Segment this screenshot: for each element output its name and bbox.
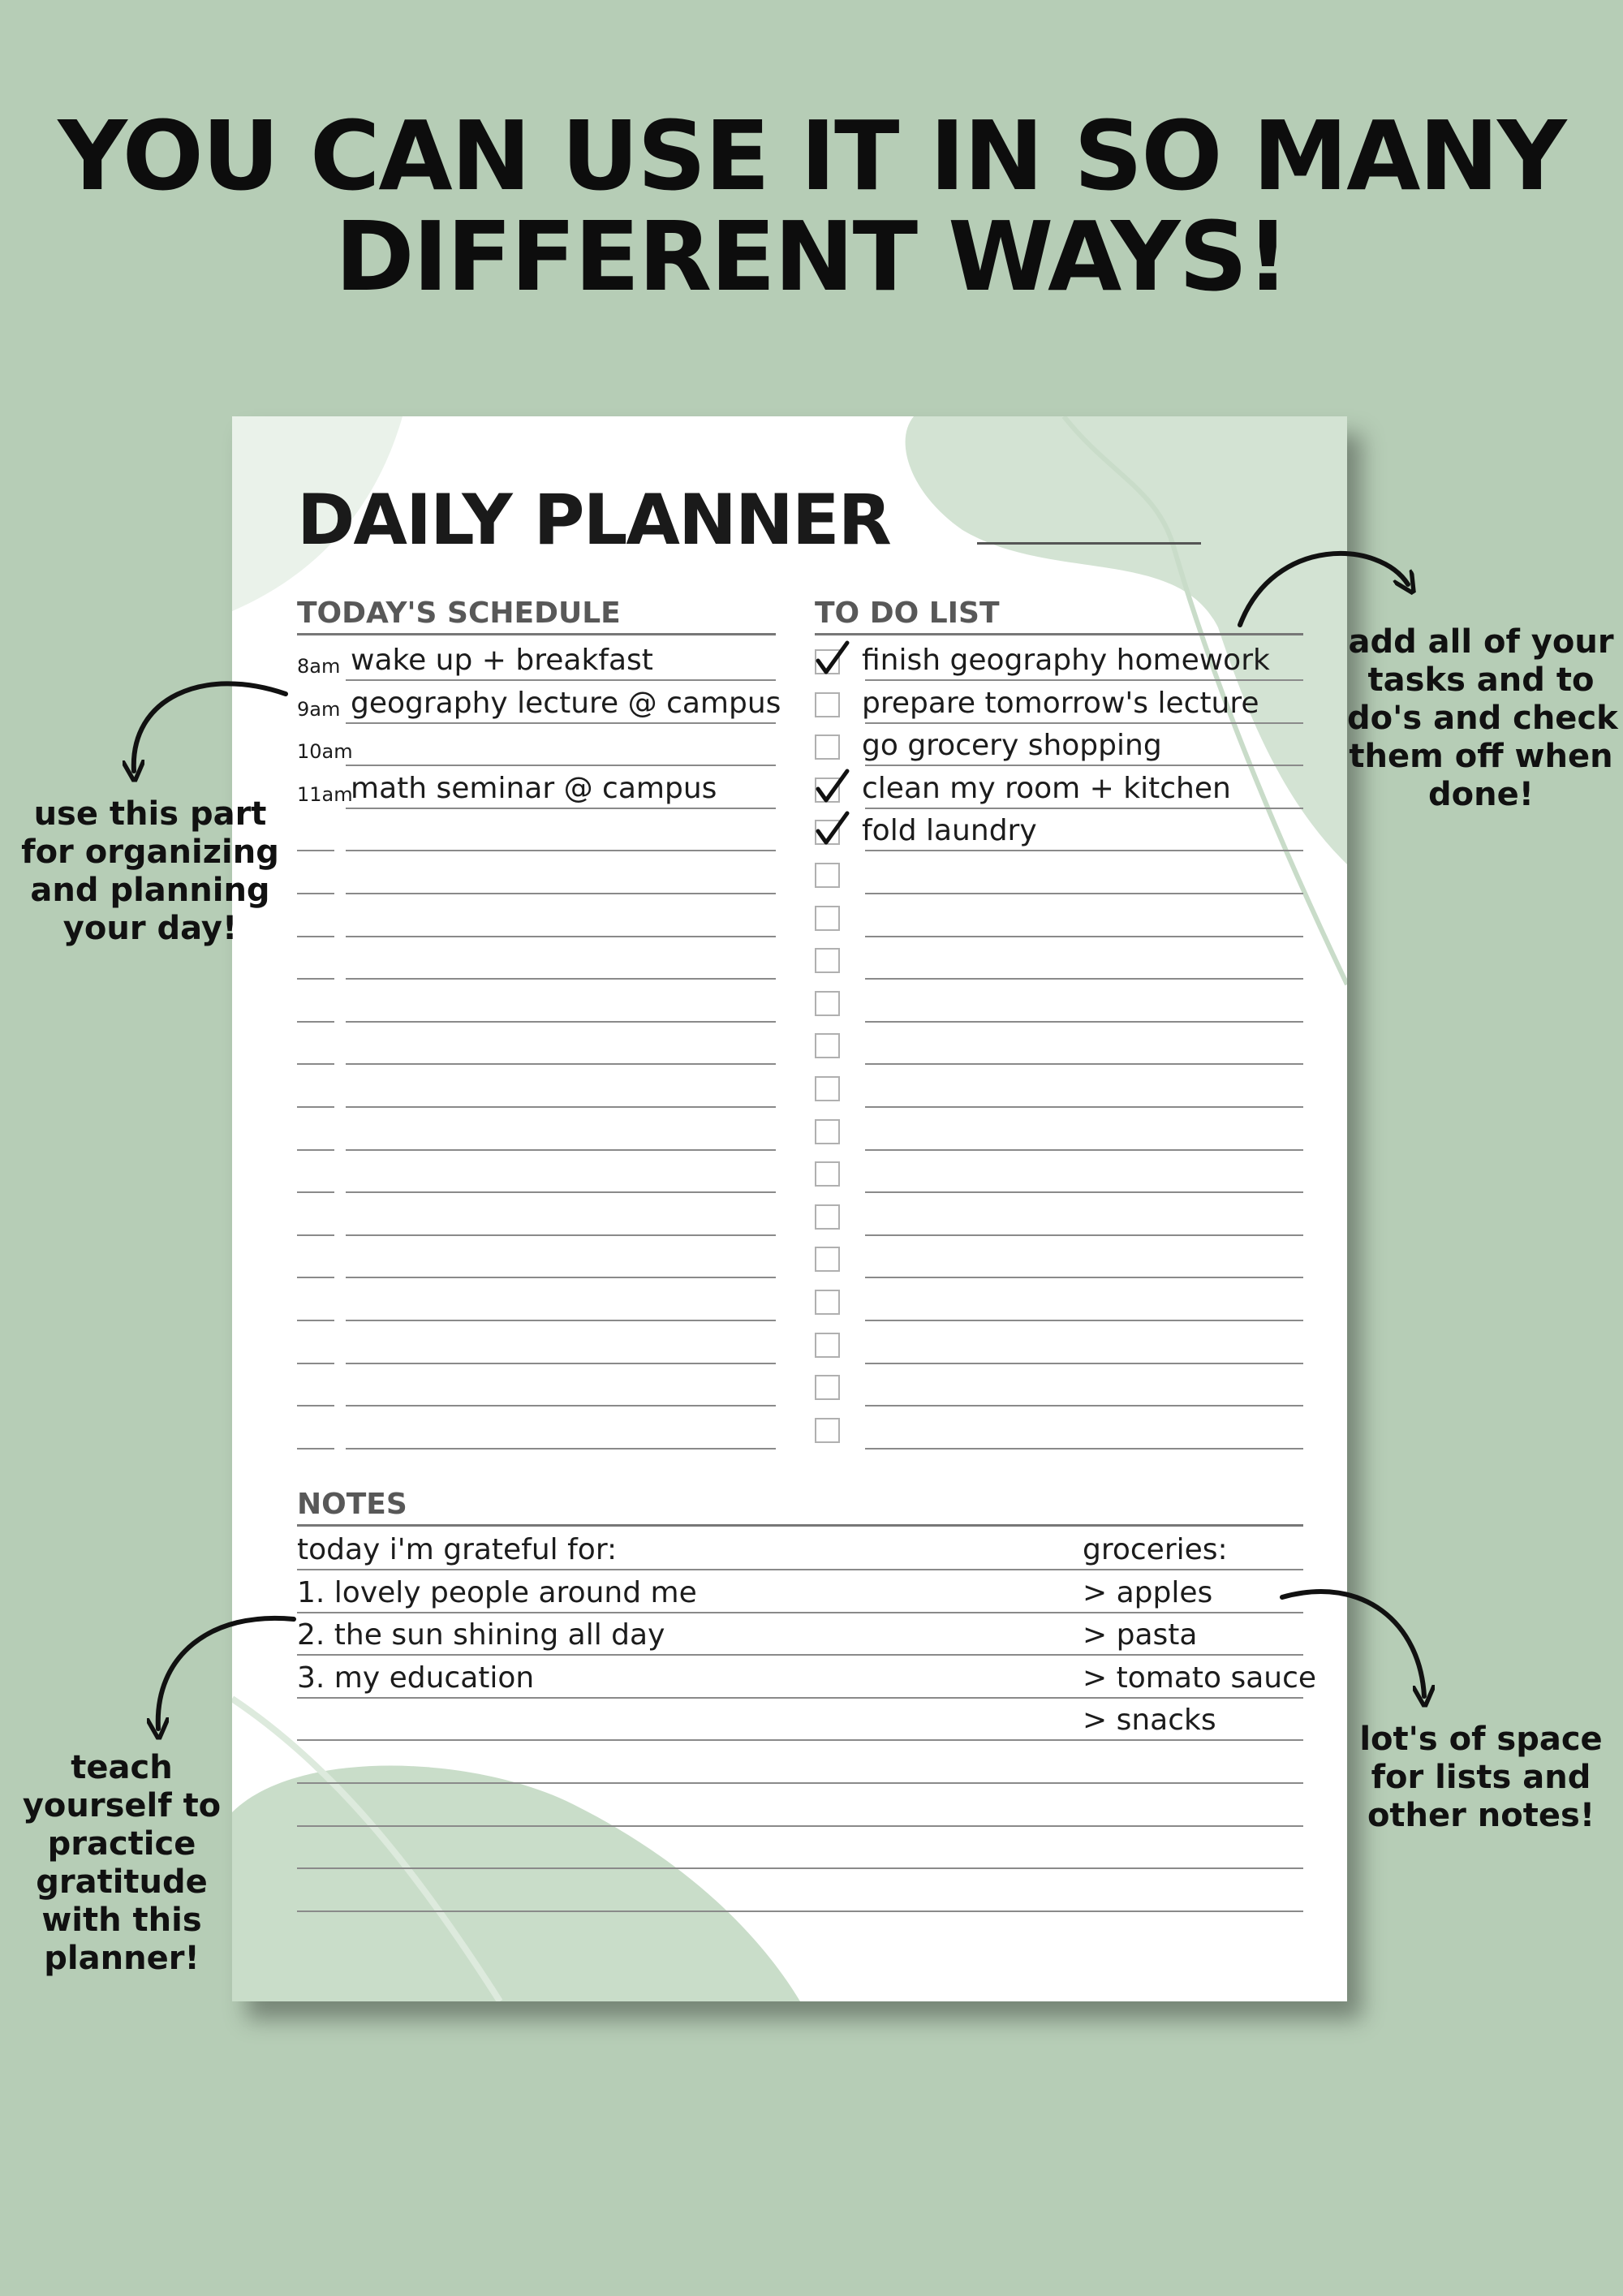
headline-line-1: YOU CAN USE IT IN SO MANY bbox=[58, 100, 1565, 212]
todo-line[interactable] bbox=[865, 1063, 1303, 1065]
headline bbox=[0, 100, 1623, 312]
todo-checkbox[interactable] bbox=[815, 1033, 840, 1058]
todo-checkbox[interactable] bbox=[815, 820, 840, 845]
todo-heading: TO DO LIST bbox=[815, 597, 1000, 630]
todo-line[interactable] bbox=[865, 893, 1303, 894]
todo-item-text: fold laundry bbox=[862, 814, 1037, 848]
schedule-time-dash bbox=[297, 1149, 334, 1151]
todo-checkbox[interactable] bbox=[815, 692, 840, 717]
annotation-line: tasks and to bbox=[1367, 661, 1595, 699]
todo-checkbox[interactable] bbox=[815, 1375, 840, 1400]
notes-groceries-text: > pasta bbox=[1083, 1618, 1198, 1652]
annotation-line: for lists and bbox=[1371, 1759, 1591, 1796]
notes-gratitude-text: 1. lovely people around me bbox=[297, 1575, 697, 1609]
schedule-time-dash bbox=[297, 1106, 334, 1108]
annotation-line: other notes! bbox=[1367, 1797, 1595, 1834]
todo-checkbox[interactable] bbox=[815, 649, 840, 674]
annotation-todo bbox=[1347, 623, 1618, 814]
todo-checkbox[interactable] bbox=[815, 1119, 840, 1144]
schedule-entry: wake up + breakfast bbox=[351, 644, 653, 677]
schedule-line[interactable] bbox=[346, 1363, 776, 1364]
annotation-line: your day! bbox=[62, 910, 238, 947]
schedule-time-dash bbox=[297, 1320, 334, 1321]
notes-line[interactable] bbox=[297, 1697, 1303, 1699]
schedule-time: 9am bbox=[297, 697, 341, 721]
annotation-line: and planning bbox=[30, 872, 270, 909]
todo-item-text: clean my room + kitchen bbox=[862, 771, 1231, 805]
todo-line[interactable] bbox=[865, 1277, 1303, 1278]
notes-gratitude-text: today i'm grateful for: bbox=[297, 1533, 618, 1566]
checkmark-icon bbox=[813, 768, 850, 805]
checkmark-icon bbox=[813, 810, 850, 847]
schedule-time-dash bbox=[297, 1405, 334, 1406]
schedule-line[interactable] bbox=[346, 1106, 776, 1108]
todo-checkbox[interactable] bbox=[815, 863, 840, 888]
notes-line[interactable] bbox=[297, 1910, 1303, 1912]
todo-checkbox[interactable] bbox=[815, 1161, 840, 1187]
schedule-heading-rule bbox=[297, 633, 776, 635]
todo-item-text: prepare tomorrow's lecture bbox=[862, 686, 1259, 720]
notes-groceries-text: groceries: bbox=[1083, 1533, 1228, 1566]
todo-line[interactable] bbox=[865, 679, 1303, 681]
annotation-line: for organizing bbox=[21, 834, 279, 871]
todo-line[interactable] bbox=[865, 1149, 1303, 1151]
todo-line[interactable] bbox=[865, 1320, 1303, 1321]
notes-groceries-text: > apples bbox=[1083, 1575, 1213, 1609]
annotation-schedule bbox=[8, 795, 292, 948]
todo-checkbox[interactable] bbox=[815, 1290, 840, 1315]
todo-checkbox[interactable] bbox=[815, 1333, 840, 1358]
schedule-line[interactable] bbox=[346, 1149, 776, 1151]
todo-item-text: go grocery shopping bbox=[862, 729, 1162, 763]
notes-line[interactable] bbox=[297, 1867, 1303, 1869]
schedule-time-dash bbox=[297, 1448, 334, 1450]
schedule-line[interactable] bbox=[346, 1063, 776, 1065]
schedule-line[interactable] bbox=[346, 1448, 776, 1450]
todo-line[interactable] bbox=[865, 722, 1303, 724]
schedule-entry: geography lecture @ campus bbox=[351, 686, 781, 720]
todo-line[interactable] bbox=[865, 936, 1303, 937]
schedule-time-dash bbox=[297, 1277, 334, 1278]
schedule-time: 8am bbox=[297, 655, 341, 678]
schedule-line[interactable] bbox=[346, 1234, 776, 1236]
schedule-time-dash bbox=[297, 893, 334, 894]
todo-checkbox[interactable] bbox=[815, 734, 840, 760]
notes-line[interactable] bbox=[297, 1654, 1303, 1656]
schedule-time: 10am bbox=[297, 740, 353, 764]
annotation-line: yourself to bbox=[22, 1787, 222, 1824]
annotation-line: teach bbox=[71, 1749, 173, 1786]
schedule-time-dash bbox=[297, 1363, 334, 1364]
annotation-line: add all of your bbox=[1348, 623, 1614, 661]
todo-checkbox[interactable] bbox=[815, 948, 840, 973]
todo-checkbox[interactable] bbox=[815, 1247, 840, 1272]
annotation-line: done! bbox=[1428, 776, 1534, 813]
schedule-time-dash bbox=[297, 1063, 334, 1065]
schedule-line[interactable] bbox=[346, 765, 776, 766]
todo-line[interactable] bbox=[865, 850, 1303, 851]
todo-heading-rule bbox=[815, 633, 1303, 635]
schedule-line[interactable] bbox=[346, 1405, 776, 1406]
schedule-line[interactable] bbox=[346, 808, 776, 809]
todo-line[interactable] bbox=[865, 1106, 1303, 1108]
annotation-line: gratitude bbox=[36, 1863, 208, 1901]
todo-line[interactable] bbox=[865, 1448, 1303, 1450]
todo-checkbox[interactable] bbox=[815, 778, 840, 803]
notes-line[interactable] bbox=[297, 1612, 1303, 1613]
schedule-line[interactable] bbox=[346, 936, 776, 937]
annotation-line: with this bbox=[41, 1902, 202, 1939]
annotation-line: planner! bbox=[44, 1940, 200, 1977]
notes-gratitude-text: 2. the sun shining all day bbox=[297, 1618, 665, 1652]
date-field[interactable] bbox=[977, 542, 1201, 545]
schedule-time-dash bbox=[297, 1234, 334, 1236]
annotation-line: them off when bbox=[1349, 738, 1613, 775]
annotation-gratitude bbox=[16, 1749, 227, 1978]
schedule-line[interactable] bbox=[346, 850, 776, 851]
schedule-time-dash bbox=[297, 850, 334, 851]
todo-item-text: finish geography homework bbox=[862, 644, 1270, 677]
todo-line[interactable] bbox=[865, 1234, 1303, 1236]
notes-line[interactable] bbox=[297, 1569, 1303, 1570]
schedule-heading: TODAY'S SCHEDULE bbox=[297, 597, 621, 630]
schedule-line[interactable] bbox=[346, 1021, 776, 1023]
todo-checkbox[interactable] bbox=[815, 906, 840, 931]
todo-checkbox[interactable] bbox=[815, 991, 840, 1016]
schedule-line[interactable] bbox=[346, 978, 776, 980]
planner-sheet bbox=[232, 416, 1347, 2001]
annotation-line: do's and check bbox=[1347, 700, 1618, 737]
todo-checkbox[interactable] bbox=[815, 1204, 840, 1230]
schedule-line[interactable] bbox=[346, 1191, 776, 1193]
schedule-time: 11am bbox=[297, 782, 353, 806]
notes-groceries-text: > snacks bbox=[1083, 1704, 1216, 1738]
schedule-time-dash bbox=[297, 1021, 334, 1023]
todo-line[interactable] bbox=[865, 1405, 1303, 1406]
todo-line[interactable] bbox=[865, 1363, 1303, 1364]
planner-title: DAILY PLANNER bbox=[297, 480, 890, 561]
headline-line-2: DIFFERENT WAYS! bbox=[334, 200, 1289, 312]
notes-line[interactable] bbox=[297, 1825, 1303, 1827]
notes-heading-rule bbox=[297, 1524, 1303, 1527]
notes-heading: NOTES bbox=[297, 1488, 407, 1521]
schedule-line[interactable] bbox=[346, 1277, 776, 1278]
schedule-line[interactable] bbox=[346, 1320, 776, 1321]
schedule-time-dash bbox=[297, 936, 334, 937]
annotation-line: lot's of space bbox=[1359, 1721, 1603, 1758]
todo-line[interactable] bbox=[865, 765, 1303, 766]
todo-line[interactable] bbox=[865, 808, 1303, 809]
todo-line[interactable] bbox=[865, 1021, 1303, 1023]
checkmark-icon bbox=[813, 640, 850, 677]
todo-checkbox[interactable] bbox=[815, 1418, 840, 1443]
schedule-line[interactable] bbox=[346, 893, 776, 894]
notes-line[interactable] bbox=[297, 1782, 1303, 1784]
todo-checkbox[interactable] bbox=[815, 1076, 840, 1101]
schedule-line[interactable] bbox=[346, 722, 776, 724]
schedule-time-dash bbox=[297, 978, 334, 980]
notes-groceries-text: > tomato sauce bbox=[1083, 1661, 1317, 1695]
annotation-line: use this part bbox=[33, 795, 267, 833]
schedule-line[interactable] bbox=[346, 679, 776, 681]
todo-line[interactable] bbox=[865, 1191, 1303, 1193]
annotation-line: practice bbox=[47, 1825, 196, 1863]
schedule-entry: math seminar @ campus bbox=[351, 771, 717, 805]
notes-line[interactable] bbox=[297, 1739, 1303, 1741]
schedule-time-dash bbox=[297, 1191, 334, 1193]
annotation-notes bbox=[1355, 1721, 1607, 1835]
todo-line[interactable] bbox=[865, 978, 1303, 980]
notes-gratitude-text: 3. my education bbox=[297, 1661, 535, 1695]
